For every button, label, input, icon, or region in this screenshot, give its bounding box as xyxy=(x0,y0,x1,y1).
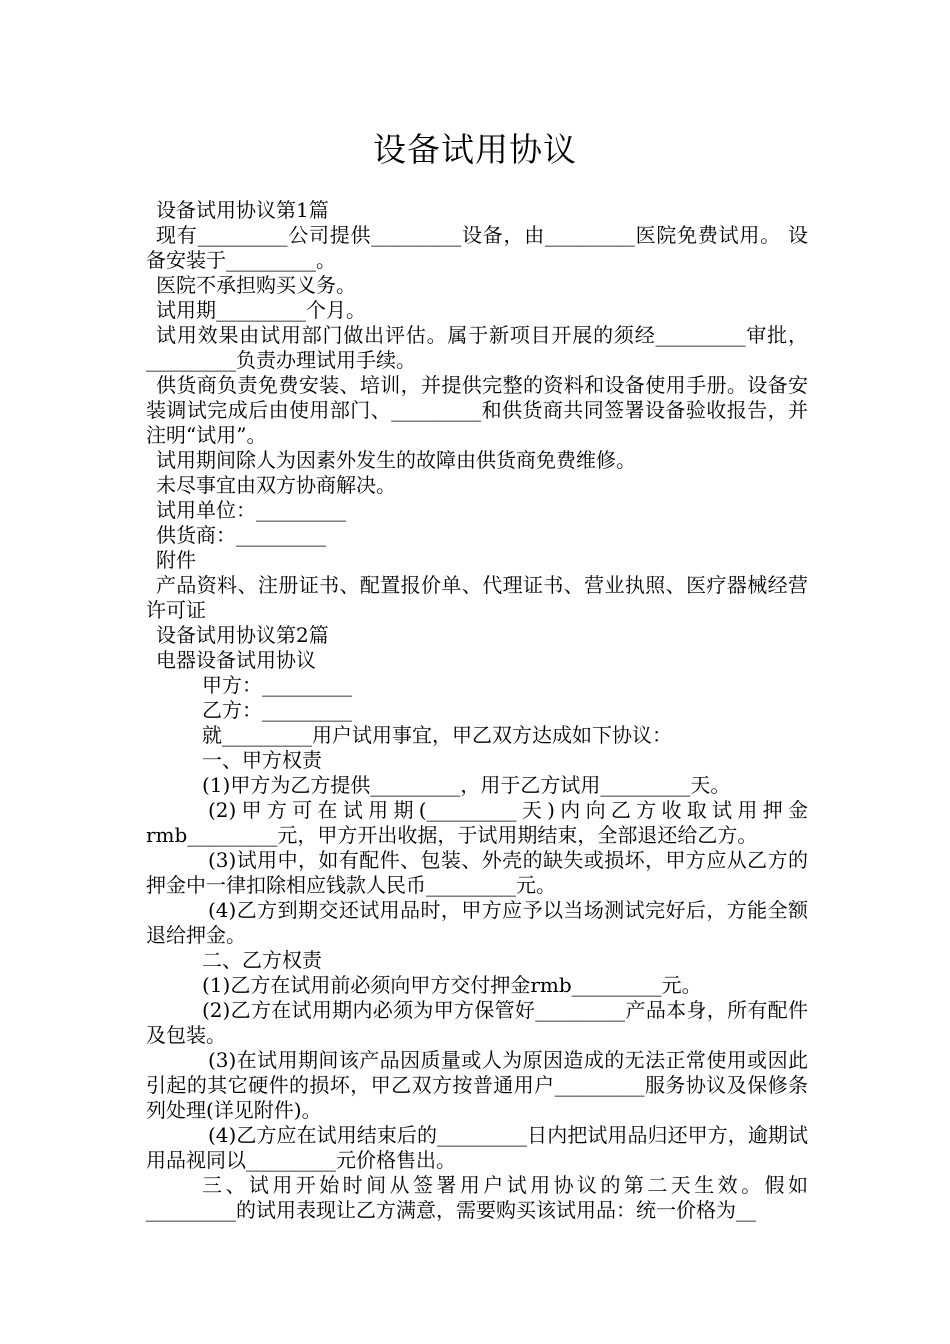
clause-item: (3)在试用期间该产品因质量或人为原因造成的无法正常使用或因此引起的其它硬件的损坏，甲乙双方按普通用户_________服务协议及保修条列处理(详见附件)。 xyxy=(146,1048,808,1122)
clause-item: (1)乙方在试用前必须向甲方交付押金rmb_________元。 xyxy=(202,973,702,997)
party-line: 甲方：_________ xyxy=(202,673,352,697)
clause-heading: 一、甲方权责 xyxy=(202,748,322,772)
paragraph: 就_________用户试用事宜，甲乙双方达成如下协议： xyxy=(202,723,672,747)
clause-item: (1)甲方为乙方提供_________，用于乙方试用_________天。 xyxy=(202,773,731,797)
signature-line: 试用单位：_________ xyxy=(156,498,346,522)
document-body xyxy=(146,198,808,1223)
paragraph: 产品资料、注册证书、配置报价单、代理证书、营业执照、医疗器械经营许可证 xyxy=(146,573,808,622)
paragraph: 医院不承担购买义务。 xyxy=(156,273,356,297)
paragraph: 试用期间除人为因素外发生的故障由供货商免费维修。 xyxy=(156,448,636,472)
document-title: 设备试用协议 xyxy=(373,130,577,169)
section-heading: 设备试用协议第1篇 xyxy=(156,198,329,222)
clause-item: (3)试用中，如有配件、包装、外壳的缺失或损坏，甲方应从乙方的押金中一律扣除相应钱款人民币_________元。 xyxy=(146,848,808,897)
paragraph: 附件 xyxy=(156,548,196,572)
paragraph: 试用期_________个月。 xyxy=(156,298,366,322)
paragraph: 现有_________公司提供_________设备，由_________医院免费试用。 设备安装于_________。 xyxy=(146,223,808,272)
paragraph: 供货商负责免费安装、培训，并提供完整的资料和设备使用手册。设备安装调试完成后由使用部门、_________和供货商共同签署设备验收报告，并注明“试用”。 xyxy=(146,373,808,447)
subtitle: 电器设备试用协议 xyxy=(156,648,316,672)
paragraph: 试用效果由试用部门做出评估。属于新项目开展的须经_________审批，_________负责办理试用手续。 xyxy=(146,323,808,372)
section-heading: 设备试用协议第2篇 xyxy=(156,623,329,647)
signature-line: 供货商：_________ xyxy=(156,523,326,547)
clause-item: 三、试用开始时间从签署用户试用协议的第二天生效。假如_________的试用表现让乙方满意，需要购买该试用品：统一价格为__ xyxy=(146,1173,808,1222)
clause-heading: 二、乙方权责 xyxy=(202,948,322,972)
party-line: 乙方：_________ xyxy=(202,698,352,722)
clause-item: (4)乙方应在试用结束后的_________日内把试用品归还甲方，逾期试用品视同以_________元价格售出。 xyxy=(146,1123,808,1172)
clause-item: (2)甲方可在试用期(_________天)内向乙方收取试用押金rmb_________元，甲方开出收据，于试用期结束，全部退还给乙方。 xyxy=(146,798,808,847)
paragraph: 未尽事宜由双方协商解决。 xyxy=(156,473,396,497)
clause-item: (4)乙方到期交还试用品时，甲方应予以当场测试完好后，方能全额退给押金。 xyxy=(146,898,808,947)
clause-item: (2)乙方在试用期内必须为甲方保管好_________产品本身，所有配件及包装。 xyxy=(146,998,808,1047)
